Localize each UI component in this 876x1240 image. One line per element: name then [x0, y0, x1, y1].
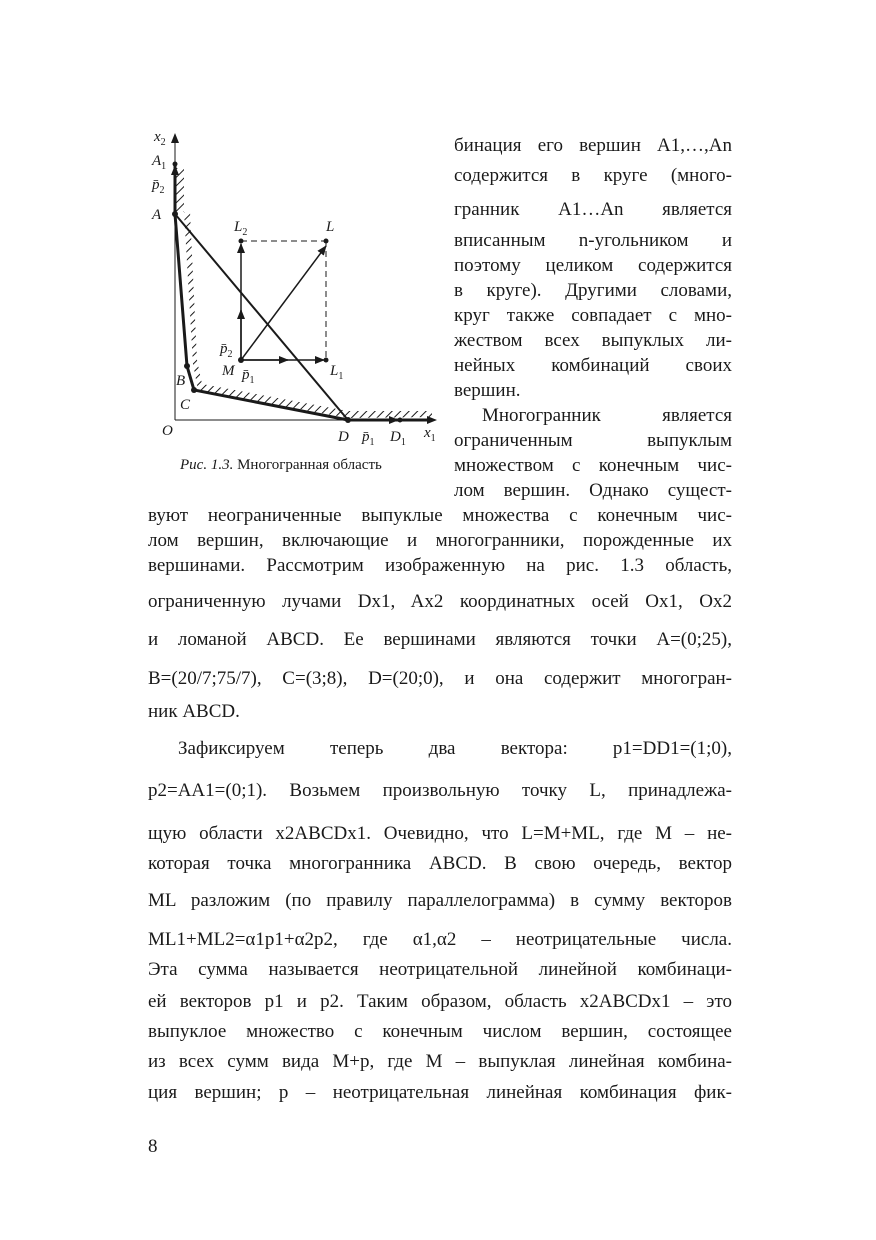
- side-line-7: круг также совпадает с мно-: [454, 305, 732, 326]
- figure-1-3: [140, 128, 440, 488]
- point-b: [184, 363, 190, 369]
- body-line-11: которая точка многогранника ABCD. В свою очередь, вектор: [148, 853, 732, 874]
- label-p2-mid: $p̄_2$: [220, 341, 233, 360]
- body-line-17: из всех сумм вида M+p, где M – выпуклая линейная комбина-: [148, 1051, 732, 1072]
- point-m: [238, 357, 244, 363]
- point-l: [324, 239, 329, 244]
- body-line-6: B=(20/7;75/7), C=(3;8), D=(20;0), и она содержит многогран-: [148, 668, 732, 689]
- label-a: A: [152, 207, 162, 223]
- point-c: [191, 387, 197, 393]
- side-line-5: поэтому целиком содержится: [454, 255, 732, 276]
- label-o: O: [162, 423, 173, 439]
- figure-caption: [180, 458, 382, 473]
- body-line-3: вершинами. Рассмотрим изображенную на рис. 1.3 область,: [148, 555, 732, 576]
- label-p1-mid: $p̄_1$: [242, 367, 255, 386]
- side-line-1: бинация его вершин A1,…,An: [454, 135, 732, 156]
- label-p1-bottom: $p̄_1$: [362, 429, 375, 448]
- label-l2: $L_2$: [234, 219, 248, 238]
- point-a: [172, 211, 178, 217]
- body-line-4: ограниченную лучами Dx1, Ax2 координатных осей Ox1, Ox2: [148, 591, 732, 612]
- label-d1: $D_1$: [390, 429, 406, 448]
- side-line-3: гранник A1…An является: [454, 199, 732, 220]
- body-line-7: ник ABCD.: [148, 701, 240, 722]
- side-line-14: лом вершин. Однако сущест-: [454, 480, 732, 501]
- side-line-6: в круге). Другими словами,: [454, 280, 732, 301]
- side-line-4: вписанным n-угольником и: [454, 230, 732, 251]
- label-c: C: [180, 397, 191, 413]
- side-line-10: вершин.: [454, 380, 521, 401]
- hatched-boundary-lower: [184, 212, 348, 418]
- label-x2: $x_2$: [154, 129, 166, 148]
- side-line-12: ограниченным выпуклым: [454, 430, 732, 451]
- body-line-10: щую области x2ABCDx1. Очевидно, что L=M+ML, где M – не-: [148, 823, 732, 844]
- figure-caption-number: Рис. 1.3.: [180, 457, 234, 473]
- body-line-14: Эта сумма называется неотрицательной линейной комбинаци-: [148, 959, 732, 980]
- body-line-8: Зафиксируем теперь два вектора: p1=DD1=(1;0),: [178, 738, 732, 759]
- side-line-9: нейных комбинаций своих: [454, 355, 732, 376]
- label-a1: $A_1$: [152, 153, 167, 172]
- label-l1: $L_1$: [330, 363, 344, 382]
- body-line-1: вуют неограниченные выпуклые множества с конечным чис-: [148, 505, 732, 526]
- figure-caption-text: Многогранная область: [237, 457, 382, 473]
- body-line-5: и ломаной ABCD. Ее вершинами являются точки A=(0;25),: [148, 629, 732, 650]
- side-line-8: жеством всех выпуклых ли-: [454, 330, 732, 351]
- label-m: M: [222, 363, 235, 379]
- hatched-boundary-left: [176, 168, 184, 212]
- point-d1: [398, 418, 403, 423]
- hatched-boundary-right: [348, 411, 432, 418]
- label-x1: $x_1$: [424, 425, 436, 444]
- side-line-11: Многогранник является: [482, 405, 732, 426]
- label-d: D: [338, 429, 349, 445]
- page-number: 8: [148, 1136, 158, 1157]
- side-line-13: множеством с конечным чис-: [454, 455, 732, 476]
- label-l: L: [326, 219, 335, 235]
- body-line-9: p2=AA1=(0;1). Возьмем произвольную точку L, принадлежа-: [148, 780, 732, 801]
- body-line-12: ML разложим (по правилу параллелограмма) в сумму векторов: [148, 890, 732, 911]
- point-l1: [324, 358, 329, 363]
- side-line-2: содержится в круге (много-: [454, 165, 732, 186]
- point-d: [345, 417, 351, 423]
- label-p2-top: $p̄_2$: [152, 177, 165, 196]
- body-line-13: ML1+ML2=α1p1+α2p2, где α1,α2 – неотрицательные числа.: [148, 929, 732, 950]
- label-b: B: [176, 373, 186, 389]
- point-l2: [239, 239, 244, 244]
- body-line-18: ция вершин; p – неотрицательная линейная комбинация фик-: [148, 1082, 732, 1103]
- point-a1: [173, 162, 178, 167]
- body-line-16: выпуклое множество с конечным числом вершин, состоящее: [148, 1021, 732, 1042]
- body-line-2: лом вершин, включающие и многогранники, порожденные их: [148, 530, 732, 551]
- body-line-15: ей векторов p1 и p2. Таким образом, область x2ABCDx1 – это: [148, 991, 732, 1012]
